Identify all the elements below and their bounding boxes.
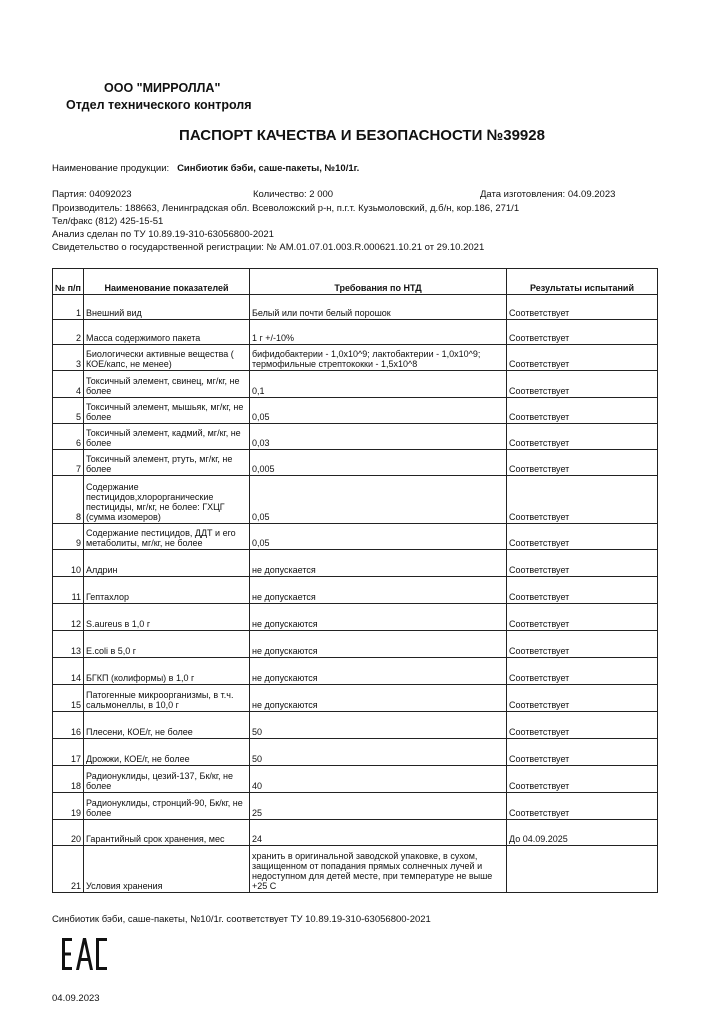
row-number: 19 <box>53 793 84 820</box>
row-indicator: Внешний вид <box>84 295 250 320</box>
row-indicator: Масса содержимого пакета <box>84 320 250 345</box>
row-result: Соответствует <box>507 345 658 371</box>
company-name: ООО "МИРРОЛЛА" <box>104 81 221 95</box>
row-requirement: 25 <box>250 793 507 820</box>
row-requirement: 24 <box>250 820 507 846</box>
row-result: Соответствует <box>507 320 658 345</box>
table-row <box>53 631 658 658</box>
row-indicator: S.aureus в 1,0 г <box>84 604 250 631</box>
batch-field <box>52 189 132 200</box>
row-number: 18 <box>53 766 84 793</box>
manufacture-date-value: 04.09.2023 <box>567 189 616 200</box>
table-row <box>53 739 658 766</box>
row-number: 9 <box>53 524 84 550</box>
manufacture-date-field <box>480 189 615 200</box>
batch-label: Партия: <box>52 189 87 200</box>
eac-logo <box>62 936 108 977</box>
table-row <box>53 685 658 712</box>
row-result: Соответствует <box>507 604 658 631</box>
header-results: Результаты испытаний <box>507 269 658 295</box>
row-requirement: 50 <box>250 739 507 766</box>
eac-mark-icon <box>62 936 108 972</box>
row-requirement: 0,05 <box>250 398 507 424</box>
table-row <box>53 424 658 450</box>
row-indicator: БГКП (колиформы) в 1,0 г <box>84 658 250 685</box>
row-indicator: Дрожжи, КОЕ/г, не более <box>84 739 250 766</box>
manufacturer-line: Производитель: 188663, Ленинградская обл. Всеволожский р-н, п.г.т. Кузьмоловский, д.б/н, кор.186, 271/1 <box>52 203 520 214</box>
table-row <box>53 371 658 398</box>
row-requirement: 50 <box>250 712 507 739</box>
row-number: 3 <box>53 345 84 371</box>
phone-line: Тел/факс (812) 425-15-51 <box>52 216 164 227</box>
table-row <box>53 524 658 550</box>
row-number: 15 <box>53 685 84 712</box>
row-result: Соответствует <box>507 371 658 398</box>
table-row <box>53 766 658 793</box>
row-result: Соответствует <box>507 476 658 524</box>
analysis-line: Анализ сделан по ТУ 10.89.19-310-63056800-2021 <box>52 229 274 240</box>
row-result: Соответствует <box>507 658 658 685</box>
row-result: Соответствует <box>507 450 658 476</box>
product-label: Наименование продукции: <box>52 163 170 174</box>
header-indicator: Наименование показателей <box>84 269 250 295</box>
row-requirement: не допускается <box>250 577 507 604</box>
certificate-line: Свидетельство о государственной регистрации: № AM.01.07.01.003.R.000621.10.21 от 29.10.2021 <box>52 242 485 253</box>
row-number: 13 <box>53 631 84 658</box>
quantity-value: 2 000 <box>309 189 334 200</box>
table-row <box>53 846 658 893</box>
row-requirement: бифидобактерии - 1,0х10^9; лактобактерии - 1,0х10^9; термофильные стрептококки - 1,5х10^8 <box>250 345 507 371</box>
row-number: 20 <box>53 820 84 846</box>
row-indicator: Гарантийный срок хранения, мес <box>84 820 250 846</box>
row-result: Соответствует <box>507 793 658 820</box>
row-requirement: хранить в оригинальной заводской упаковке, в сухом, защищенном от попадания прямых солнечных лучей и недоступном для детей месте, при температуре не выше +25 С <box>250 846 507 893</box>
table-row <box>53 476 658 524</box>
row-result: Соответствует <box>507 424 658 450</box>
row-indicator: Радионуклиды, цезий-137, Бк/кг, не более <box>84 766 250 793</box>
row-indicator: Плесени, КОЕ/г, не более <box>84 712 250 739</box>
conformity-note: Синбиотик бэби, саше-пакеты, №10/1г. соответствует ТУ 10.89.19-310-63056800-2021 <box>52 914 431 925</box>
row-requirement: 0,05 <box>250 476 507 524</box>
row-number: 21 <box>53 846 84 893</box>
row-indicator: Токсичный элемент, свинец, мг/кг, не более <box>84 371 250 398</box>
table-row <box>53 345 658 371</box>
row-indicator: Условия хранения <box>84 846 250 893</box>
table-row <box>53 604 658 631</box>
header-requirements: Требования по НТД <box>250 269 507 295</box>
quantity-field <box>253 189 333 200</box>
table-row <box>53 820 658 846</box>
row-number: 8 <box>53 476 84 524</box>
row-result: Соответствует <box>507 631 658 658</box>
row-number: 7 <box>53 450 84 476</box>
table-row <box>53 793 658 820</box>
row-requirement: 0,05 <box>250 524 507 550</box>
product-value: Синбиотик бэби, саше-пакеты, №10/1г. <box>177 163 360 174</box>
row-requirement: не допускаются <box>250 604 507 631</box>
row-requirement: Белый или почти белый порошок <box>250 295 507 320</box>
row-result: Соответствует <box>507 739 658 766</box>
row-result: До 04.09.2025 <box>507 820 658 846</box>
row-requirement: не допускаются <box>250 685 507 712</box>
row-requirement: 0,03 <box>250 424 507 450</box>
row-indicator: Алдрин <box>84 550 250 577</box>
row-number: 10 <box>53 550 84 577</box>
row-requirement: 0,1 <box>250 371 507 398</box>
row-indicator: Гептахлор <box>84 577 250 604</box>
manufacture-date-label: Дата изготовления: <box>480 189 566 200</box>
header-number: № п/п <box>53 269 84 295</box>
table-row <box>53 320 658 345</box>
document-title: ПАСПОРТ КАЧЕСТВА И БЕЗОПАСНОСТИ №39928 <box>179 127 545 144</box>
table-body <box>53 295 658 893</box>
row-number: 4 <box>53 371 84 398</box>
row-indicator: Патогенные микроорганизмы, в т.ч. сальмонеллы, в 10,0 г <box>84 685 250 712</box>
row-indicator: Токсичный элемент, мышьяк, мг/кг, не более <box>84 398 250 424</box>
row-result: Соответствует <box>507 295 658 320</box>
row-number: 17 <box>53 739 84 766</box>
table-row <box>53 577 658 604</box>
row-requirement: не допускаются <box>250 631 507 658</box>
quantity-label: Количество: <box>253 189 307 200</box>
batch-value: 04092023 <box>89 189 132 200</box>
row-result: Соответствует <box>507 577 658 604</box>
row-number: 2 <box>53 320 84 345</box>
row-result: Соответствует <box>507 766 658 793</box>
row-indicator: Радионуклиды, стронций-90, Бк/кг, не более <box>84 793 250 820</box>
row-indicator: Токсичный элемент, кадмий, мг/кг, не более <box>84 424 250 450</box>
footer-date: 04.09.2023 <box>52 993 100 1004</box>
row-result <box>507 846 658 893</box>
table-row <box>53 398 658 424</box>
row-indicator: Содержание пестицидов,хлорорганические пестициды, мг/кг, не более: ГХЦГ (сумма изомеров) <box>84 476 250 524</box>
product-line <box>52 163 359 174</box>
row-number: 5 <box>53 398 84 424</box>
row-number: 12 <box>53 604 84 631</box>
row-result: Соответствует <box>507 524 658 550</box>
department-name: Отдел технического контроля <box>66 98 252 112</box>
row-requirement: 0,005 <box>250 450 507 476</box>
table-row <box>53 295 658 320</box>
table-row <box>53 658 658 685</box>
row-indicator: Содержание пестицидов, ДДТ и его метаболиты, мг/кг, не более <box>84 524 250 550</box>
row-indicator: Биологически активные вещества ( КОЕ/капс, не менее) <box>84 345 250 371</box>
row-indicator: Токсичный элемент, ртуть, мг/кг, не более <box>84 450 250 476</box>
quality-table <box>52 268 658 893</box>
row-number: 14 <box>53 658 84 685</box>
row-requirement: не допускаются <box>250 658 507 685</box>
row-requirement: 40 <box>250 766 507 793</box>
row-indicator: E.coli в 5,0 г <box>84 631 250 658</box>
row-result: Соответствует <box>507 685 658 712</box>
table-header-row <box>53 269 658 295</box>
row-requirement: 1 г +/-10% <box>250 320 507 345</box>
row-number: 11 <box>53 577 84 604</box>
row-requirement: не допускается <box>250 550 507 577</box>
row-number: 6 <box>53 424 84 450</box>
table-row <box>53 450 658 476</box>
table-row <box>53 550 658 577</box>
row-number: 1 <box>53 295 84 320</box>
row-result: Соответствует <box>507 398 658 424</box>
row-number: 16 <box>53 712 84 739</box>
table-row <box>53 712 658 739</box>
row-result: Соответствует <box>507 712 658 739</box>
row-result: Соответствует <box>507 550 658 577</box>
